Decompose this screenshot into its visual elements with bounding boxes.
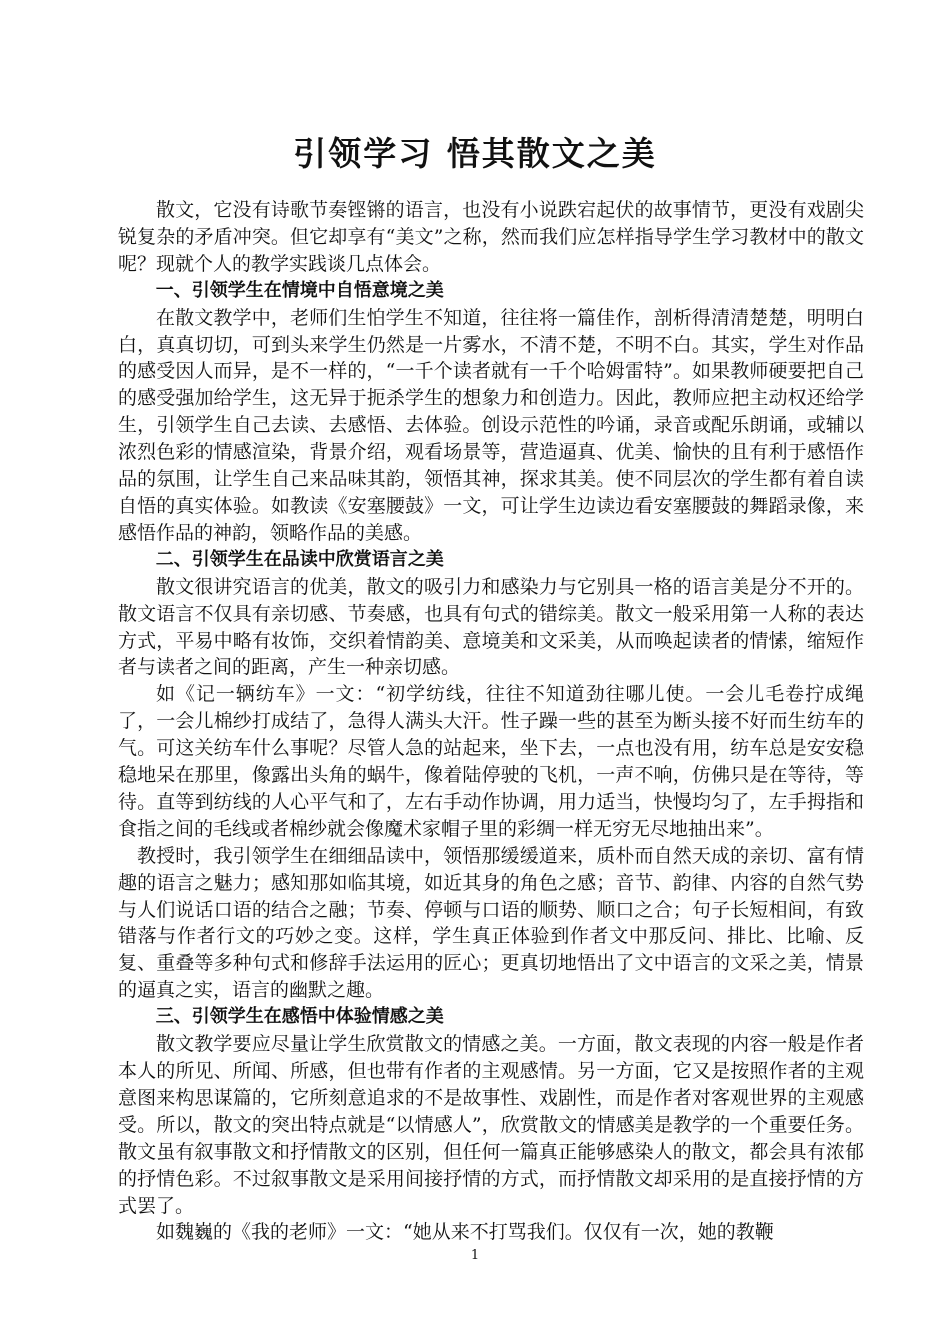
section-2-paragraph-2: 如《记一辆纺车》一文：“初学纺线，往往不知道劲往哪儿使。一会儿毛卷拧成绳了，一会儿棉纱打成结了，急得人满头大汗。性子躁一些的甚至为断头接不好而生纺车的气。可这关纺车什么事呢？尽管人急的站起来，坐下去，一点也没有用，纺车总是安安稳稳地呆在那里，像露出头角的蜗牛，像着陆停驶的飞机，一声不响，仿佛只是在等待，等待。直等到纺线的人心平气和了，左右手动作协调，用力适当，快慢均匀了，左手拇指和食指之间的毛线或者棉纱就会像魔术家帽子里的彩绸一样无穷无尽地抽出来”。: [118, 683, 864, 840]
section-2-paragraph-1: 散文很讲究语言的优美，散文的吸引力和感染力与它别具一格的语言美是分不开的。散文语言不仅具有亲切感、节奏感，也具有句式的错综美。散文一般采用第一人称的表达方式，平易中略有妆饰，交织着情韵美、意境美和文采美，从而唤起读者的情愫，缩短作者与读者之间的距离，产生一种亲切感。: [118, 575, 864, 679]
document-title: 引领学习 悟其散文之美: [293, 134, 657, 173]
section-2-paragraph-3: 教授时，我引领学生在细细品读中，领悟那缓缓道来，质朴而自然天成的亲切、富有情趣的语言之魅力；感知那如临其境，如近其身的角色之感；音节、韵律、内容的自然气势与人们说话口语的结合之融；节奏、停顿与口语的顺势、顺口之合；句子长短相间，有致错落与作者行文的巧妙之变。这样，学生真正体验到作者文中那反问、排比、比喻、反复、重叠等多种句式和修辞手法运用的匠心；更真切地悟出了文中语言的文采之美，情景的逼真之实，语言的幽默之趣。: [118, 844, 864, 1002]
intro-paragraph: 散文，它没有诗歌节奏铿锵的语言，也没有小说跌宕起伏的故事情节，更没有戏剧尖锐复杂的矛盾冲突。但它却享有“美文”之称，然而我们应怎样指导学生学习教材中的散文呢？现就个人的教学实践谈几点体会。: [118, 199, 864, 275]
section-heading-1: 一、引领学生在情境中自悟意境之美: [155, 279, 444, 301]
section-3-paragraph-2: 如魏巍的《我的老师》一文：“她从来不打骂我们。仅仅有一次，她的教鞭: [156, 1221, 774, 1244]
page-number: 1: [470, 1248, 480, 1263]
document-body: [118, 197, 864, 1246]
section-1-paragraph: 在散文教学中，老师们生怕学生不知道，往往将一篇佳作，剖析得清清楚楚，明明白白，真真切切，可到头来学生仍然是一片雾水，不清不楚，不明不白。其实，学生对作品的感受因人而异，是不一样的，“一千个读者就有一千个哈姆雷特”。如果教师硬要把自己的感受强加给学生，这无异于扼杀学生的想象力和创造力。因此，教师应把主动权还给学生，引领学生自己去读、去感悟、去体验。创设示范性的吟诵，录音或配乐朗诵，或辅以浓烈色彩的情感渲染，背景介绍，观看场景等，营造逼真、优美、愉快的且有利于感悟作品的氛围，让学生自己来品味其韵，领悟其神，探求其美。使不同层次的学生都有着自读自悟的真实体验。如教读《安塞腰鼓》一文，可让学生边读边看安塞腰鼓的舞蹈录像，来感悟作品的神韵，领略作品的美感。: [118, 306, 864, 544]
section-heading-3: 三、引领学生在感悟中体验情感之美: [155, 1006, 444, 1028]
section-heading-2: 二、引领学生在品读中欣赏语言之美: [155, 548, 444, 570]
section-3-paragraph-1: 散文教学要应尽量让学生欣赏散文的情感之美。一方面，散文表现的内容一般是作者本人的所见、所闻、所感，但也带有作者的主观感情。另一方面，它又是按照作者的主观意图来构思谋篇的，它所刻意追求的不是故事性、戏剧性，而是作者对客观世界的主观感受。所以，散文的突出特点就是“以情感人”，欣赏散文的情感美是教学的一个重要任务。散文虽有叙事散文和抒情散文的区别，但任何一篇真正能够感染人的散文，都会具有浓郁的抒情色彩。不过叙事散文是采用间接抒情的方式，而抒情散文却采用的是直接抒情的方式罢了。: [118, 1033, 864, 1217]
